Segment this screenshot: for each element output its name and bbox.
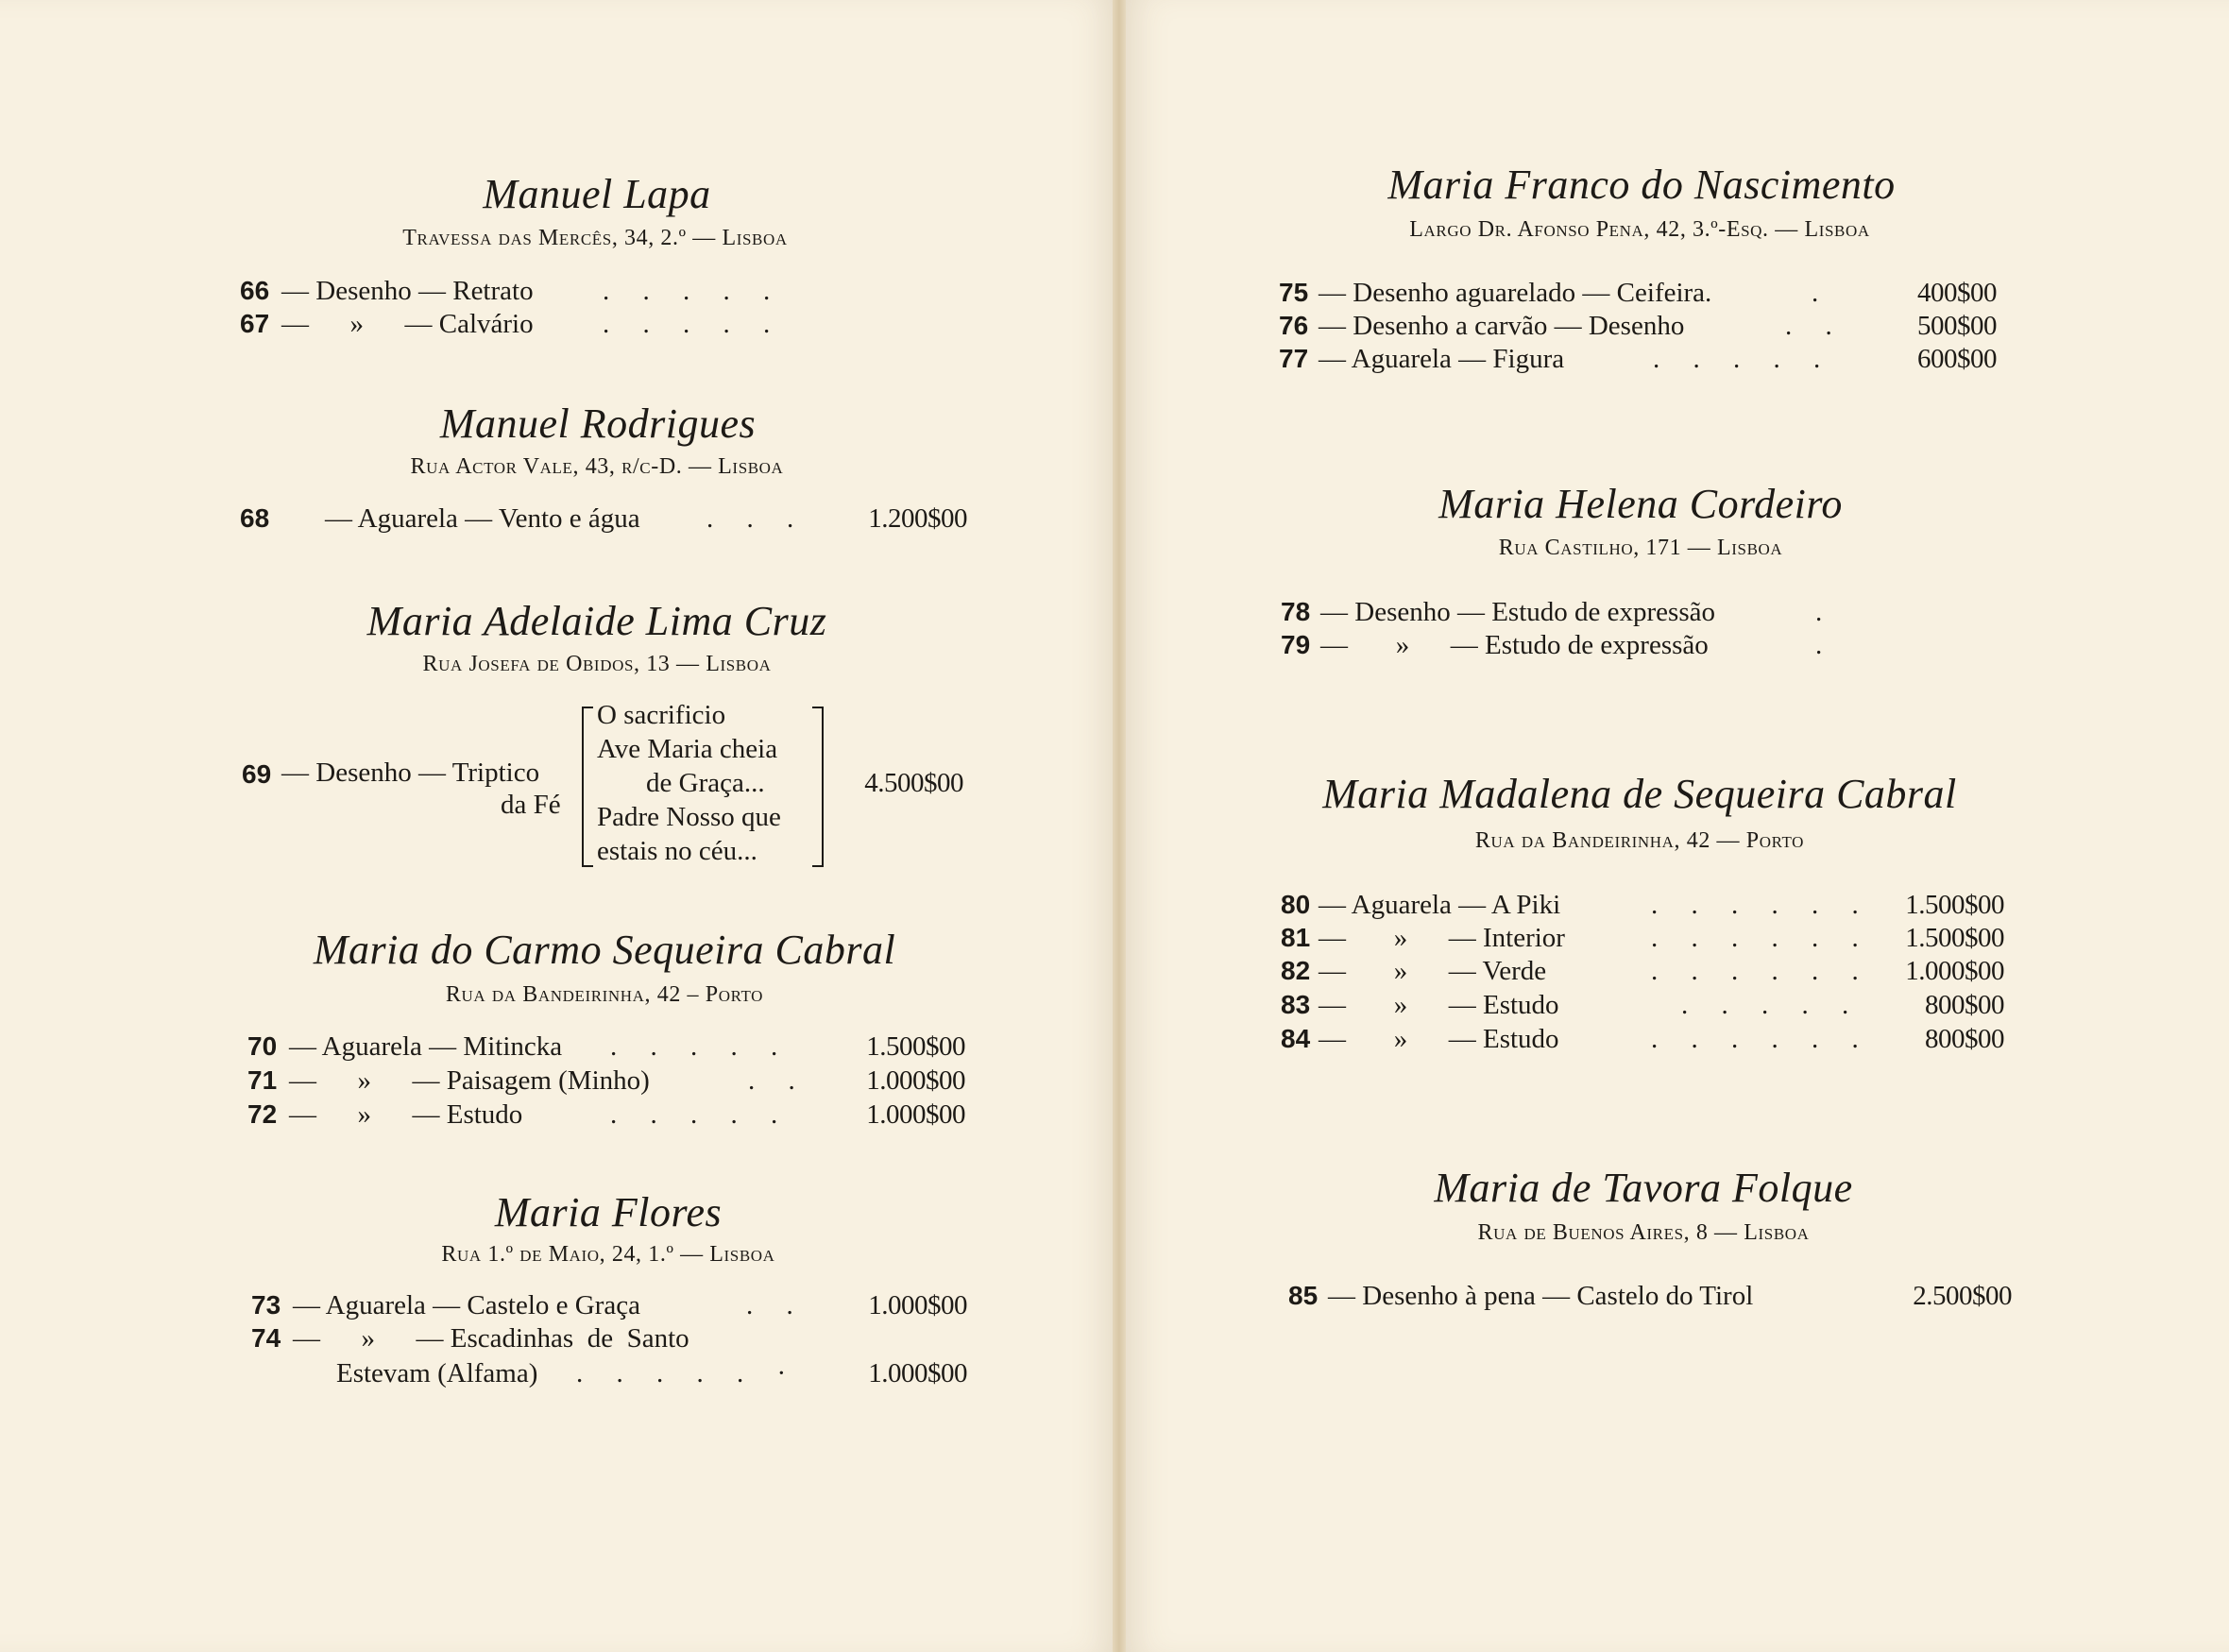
artist-name: Maria Helena Cordeiro [1438, 481, 1843, 527]
artist-address: Rua Josefa de Obidos, 13 — Lisboa [422, 652, 772, 676]
entry-number: 71 [247, 1065, 278, 1095]
leader-dots: . . [746, 1290, 807, 1320]
entry-number: 70 [247, 1031, 278, 1061]
entry-number: 77 [1279, 344, 1309, 373]
leader-dots: . . . . . [610, 1099, 791, 1130]
entry-number: 79 [1281, 630, 1311, 659]
entry-number: 67 [240, 309, 270, 338]
artist-name: Maria Adelaide Lima Cruz [366, 598, 827, 644]
entry-number: 80 [1281, 890, 1311, 919]
entry-number: 85 [1288, 1281, 1319, 1310]
entry-description-cont: da Fé [501, 790, 561, 820]
artist-name: Maria Madalena de Sequeira Cabral [1322, 771, 1957, 817]
entry-price: 1.000$00 [1905, 956, 2004, 986]
entry-number: 73 [251, 1290, 281, 1320]
entry-price: 400$00 [1917, 278, 1997, 308]
entry-price: 1.200$00 [868, 503, 967, 534]
leader-dots: . . . [706, 503, 808, 534]
right-brace [812, 707, 824, 867]
entry-number: 81 [1281, 923, 1311, 952]
leader-dots: . . . . . [1681, 990, 1863, 1020]
entry-number: 66 [240, 276, 270, 305]
entry-description: — » — Interior [1319, 923, 1565, 953]
entry-price: 1.000$00 [866, 1065, 965, 1096]
artist-name: Maria Flores [494, 1189, 723, 1235]
entry-description: — » — Verde [1319, 956, 1547, 986]
entry-description: — Desenho — Retrato [281, 276, 534, 306]
entry-description: — » — Estudo de expressão [1320, 630, 1709, 660]
right-page [1122, 0, 2229, 1652]
entry-price: 500$00 [1917, 311, 1997, 341]
entry-number: 84 [1281, 1024, 1311, 1053]
entry-description: — Desenho à pena — Castelo do Tirol [1328, 1281, 1754, 1311]
entry-number: 72 [247, 1099, 278, 1129]
entry-price: 1.000$00 [868, 1358, 967, 1388]
entry-price: 4.500$00 [864, 768, 963, 798]
entry-description: Estevam (Alfama) [336, 1358, 538, 1388]
entry-description: — Aguarela — Castelo e Graça [293, 1290, 640, 1320]
artist-name: Manuel Rodrigues [439, 400, 757, 447]
leader-dots: . . . . . . [1651, 890, 1872, 920]
entry-price: 600$00 [1917, 344, 1997, 374]
entry-price: 800$00 [1925, 990, 2004, 1020]
artist-address: Travessa das Mercês, 34, 2.º — Lisboa [402, 226, 788, 250]
entry-description: — » — Calvário [281, 309, 534, 339]
artist-address: Rua de Buenos Aires, 8 — Lisboa [1477, 1220, 1810, 1245]
entry-number: 78 [1281, 597, 1311, 626]
entry-description: — Aguarela — Vento e água [325, 503, 640, 534]
leader-dots: . . . . . . [1651, 923, 1872, 953]
artist-address: Rua Castilho, 171 — Lisboa [1498, 536, 1783, 560]
book-gutter [1113, 0, 1126, 1652]
leader-dots: . [1815, 630, 1836, 660]
triptych-line: estais no céu... [597, 836, 757, 866]
entry-number: 75 [1279, 278, 1309, 307]
entry-description: — Desenho — Triptico [281, 758, 540, 788]
entry-description: — Aguarela — A Piki [1319, 890, 1561, 920]
artist-address: Rua Actor Vale, 43, r/c-D. — Lisboa [410, 454, 784, 479]
leader-dots: . . [748, 1065, 808, 1096]
entry-description: — Aguarela — Figura [1319, 344, 1565, 374]
entry-price: 1.000$00 [866, 1099, 965, 1130]
artist-address: Rua 1.º de Maio, 24, 1.º — Lisboa [441, 1242, 775, 1267]
entry-description: — Desenho a carvão — Desenho [1319, 311, 1685, 341]
leader-dots: . . . . . [610, 1031, 791, 1062]
entry-number: 69 [242, 759, 272, 789]
entry-description: — » — Estudo [1319, 990, 1559, 1020]
triptych-line: Padre Nosso que [597, 802, 781, 832]
leader-dots: . [1812, 278, 1832, 308]
entry-number: 74 [251, 1323, 281, 1353]
entry-description: — » — Escadinhas de Santo [293, 1323, 689, 1354]
artist-address: Rua da Bandeirinha, 42 – Porto [445, 982, 764, 1007]
entry-description: — Desenho aguarelado — Ceifeira. [1319, 278, 1712, 308]
entry-number: 82 [1281, 956, 1311, 985]
artist-name: Maria Franco do Nascimento [1387, 162, 1896, 208]
entry-number: 83 [1281, 990, 1311, 1019]
artist-name: Maria de Tavora Folque [1434, 1165, 1853, 1211]
artist-name: Manuel Lapa [483, 171, 711, 217]
leader-dots: . . . . . . [1651, 1024, 1872, 1054]
leader-dots: . . . . . [603, 276, 784, 306]
entry-price: 1.000$00 [868, 1290, 967, 1320]
entry-number: 68 [240, 503, 270, 533]
triptych-line: Ave Maria cheia [597, 734, 778, 764]
entry-description: — Desenho — Estudo de expressão [1320, 597, 1715, 627]
triptych-line: de Graça... [646, 768, 765, 798]
artist-name: Maria do Carmo Sequeira Cabral [313, 927, 896, 973]
artist-address: Largo Dr. Afonso Pena, 42, 3.º-Esq. — Lisboa [1409, 217, 1870, 242]
entry-price: 2.500$00 [1913, 1281, 2012, 1311]
leader-dots: . . . . . [603, 309, 784, 339]
entry-price: 1.500$00 [1905, 923, 2004, 953]
entry-price: 1.500$00 [1905, 890, 2004, 920]
leader-dots: . [1815, 597, 1836, 627]
entry-price: 1.500$00 [866, 1031, 965, 1062]
leader-dots: . . . . . [1653, 344, 1834, 374]
artist-address: Rua da Bandeirinha, 42 — Porto [1474, 828, 1805, 853]
leader-dots: . . . . . . [1651, 956, 1872, 986]
entry-description: — » — Estudo [289, 1099, 523, 1130]
entry-description: — » — Paisagem (Minho) [289, 1065, 650, 1096]
triptych-line: O sacrificio [597, 700, 726, 730]
entry-description: — Aguarela — Mitincka [289, 1031, 563, 1062]
leader-dots: . . [1785, 311, 1846, 341]
entry-number: 76 [1279, 311, 1309, 340]
leader-dots: . . . . . · [576, 1358, 800, 1388]
entry-price: 800$00 [1925, 1024, 2004, 1054]
left-brace [582, 707, 593, 867]
entry-description: — » — Estudo [1319, 1024, 1559, 1054]
